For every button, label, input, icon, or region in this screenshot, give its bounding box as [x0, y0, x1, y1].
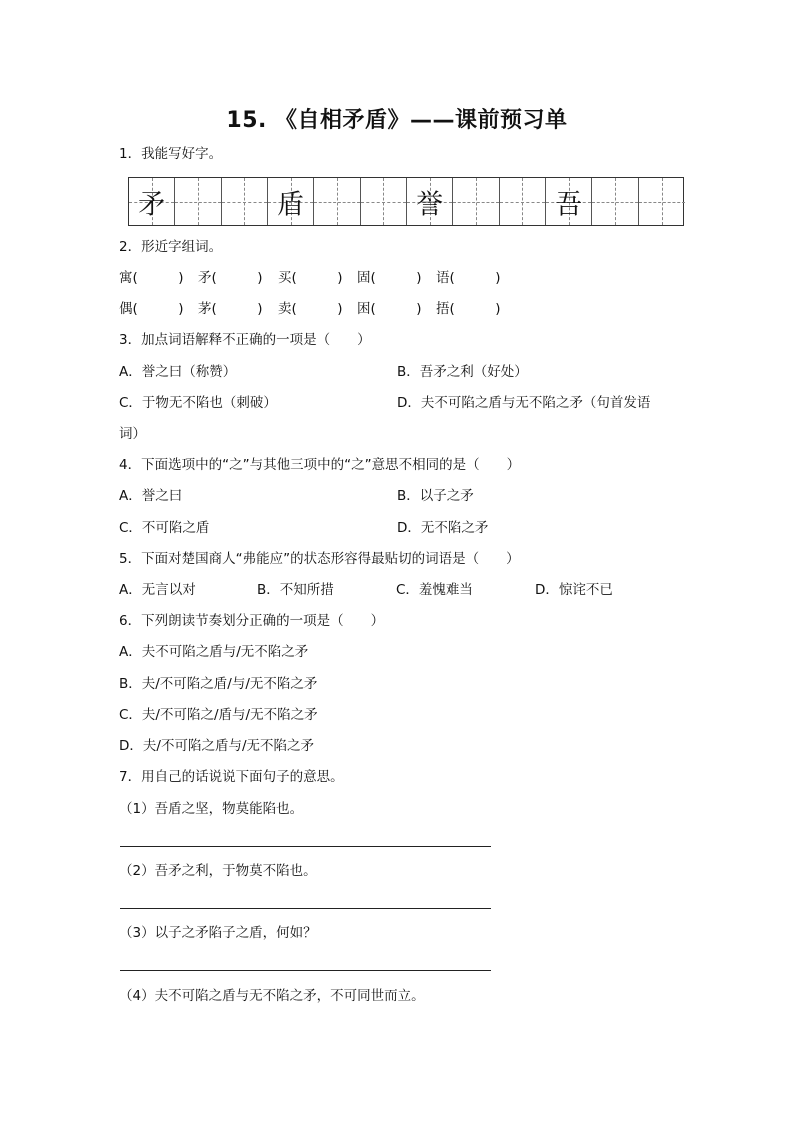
q4-prompt: 4．下面选项中的“之”与其他三项中的“之”意思不相同的是（ ）	[119, 457, 521, 473]
word-item[interactable]: 固( )	[357, 270, 422, 286]
q5-option-a[interactable]: A．无言以对	[119, 582, 196, 598]
answer-line-3[interactable]	[120, 970, 491, 971]
grid-cell[interactable]	[500, 178, 546, 225]
grid-char: 誉	[416, 189, 444, 220]
q7-sentence-4: （4）夫不可陷之盾与无不陷之矛，不可同世而立。	[119, 988, 425, 1004]
word-item[interactable]: 语( )	[436, 270, 501, 286]
grid-char: 吾	[555, 189, 583, 220]
q3-option-d[interactable]: D．夫不可陷之盾与无不陷之矛（句首发语	[397, 395, 651, 411]
q6-option-d[interactable]: D．夫/不可陷之盾与/无不陷之矛	[119, 738, 314, 754]
q7-sentence-1: （1）吾盾之坚，物莫能陷也。	[119, 801, 304, 817]
grid-cell[interactable]	[407, 178, 453, 225]
q5-option-d[interactable]: D．惊诧不已	[535, 582, 613, 598]
q7-prompt: 7．用自己的话说说下面句子的意思。	[119, 769, 344, 785]
answer-line-1[interactable]	[120, 846, 491, 847]
grid-char: 矛	[138, 189, 166, 220]
q5-option-b[interactable]: B．不知所措	[257, 582, 334, 598]
grid-cell[interactable]	[639, 178, 685, 225]
q3-option-d-continued: 词）	[119, 426, 146, 442]
q4-option-a[interactable]: A．誉之曰	[119, 488, 183, 504]
q3-prompt: 3．加点词语解释不正确的一项是（ ）	[119, 332, 371, 348]
grid-cell[interactable]	[453, 178, 499, 225]
grid-char: 盾	[277, 189, 305, 220]
q6-option-c[interactable]: C．夫/不可陷之/盾与/无不陷之矛	[119, 707, 318, 723]
q3-option-b[interactable]: B．吾矛之利（好处）	[397, 364, 528, 380]
q3-option-c[interactable]: C．于物无不陷也（刺破）	[119, 395, 277, 411]
q4-option-d[interactable]: D．无不陷之矛	[397, 520, 489, 536]
grid-cell[interactable]	[268, 178, 314, 225]
word-item[interactable]: 买( )	[278, 270, 343, 286]
q6-prompt: 6．下列朗读节奏划分正确的一项是（ ）	[119, 613, 385, 629]
word-item[interactable]: 茅( )	[198, 301, 263, 317]
page-title: 15. 《自相矛盾》——课前预习单	[226, 108, 568, 133]
word-item[interactable]: 卖( )	[278, 301, 343, 317]
writing-grid	[128, 177, 684, 226]
q4-option-c[interactable]: C．不可陷之盾	[119, 520, 210, 536]
q6-option-b[interactable]: B．夫/不可陷之盾/与/无不陷之矛	[119, 676, 318, 692]
grid-cell[interactable]	[129, 178, 175, 225]
q3-option-a[interactable]: A．誉之曰（称赞）	[119, 364, 237, 380]
answer-line-2[interactable]	[120, 908, 491, 909]
grid-cell[interactable]	[361, 178, 407, 225]
grid-cell[interactable]	[222, 178, 268, 225]
grid-cell[interactable]	[314, 178, 360, 225]
word-item[interactable]: 偶( )	[119, 301, 184, 317]
q6-option-a[interactable]: A．夫不可陷之盾与/无不陷之矛	[119, 644, 309, 660]
q7-sentence-3: （3）以子之矛陷子之盾，何如？	[119, 925, 317, 941]
q7-sentence-2: （2）吾矛之利，于物莫不陷也。	[119, 863, 317, 879]
q5-prompt: 5．下面对楚国商人“弗能应”的状态形容得最贴切的词语是（ ）	[119, 551, 520, 567]
word-item[interactable]: 困( )	[357, 301, 422, 317]
grid-cell[interactable]	[546, 178, 592, 225]
grid-cell[interactable]	[175, 178, 221, 225]
word-item[interactable]: 寓( )	[119, 270, 184, 286]
word-item[interactable]: 捂( )	[436, 301, 501, 317]
q1-prompt: 1．我能写好字。	[119, 146, 223, 162]
word-item[interactable]: 矛( )	[198, 270, 263, 286]
q4-option-b[interactable]: B．以子之矛	[397, 488, 474, 504]
q5-option-c[interactable]: C．羞愧难当	[396, 582, 473, 598]
grid-cell[interactable]	[592, 178, 638, 225]
q2-prompt: 2．形近字组词。	[119, 239, 223, 255]
